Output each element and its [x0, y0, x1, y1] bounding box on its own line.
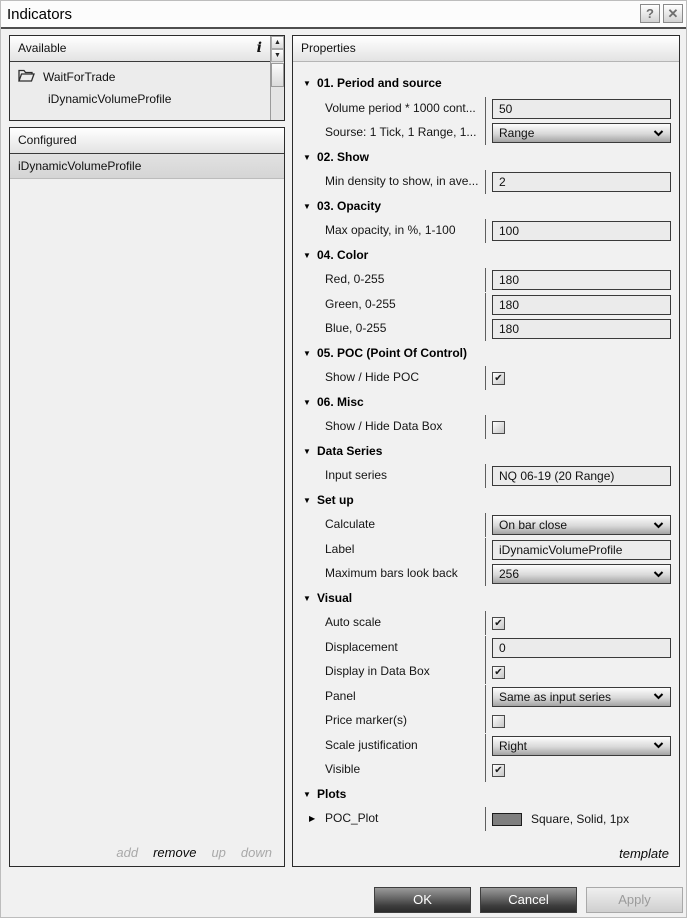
available-tree: [10, 62, 270, 120]
checkbox[interactable]: ✔: [492, 617, 505, 630]
property-group-header[interactable]: [293, 783, 679, 807]
property-row: [293, 538, 679, 562]
property-row: [293, 366, 679, 390]
available-panel: [9, 35, 285, 121]
property-group-header[interactable]: [293, 195, 679, 219]
property-row: [293, 807, 679, 831]
property-row: [293, 219, 679, 243]
available-scrollbar[interactable]: [270, 36, 284, 120]
configured-panel: [9, 127, 285, 867]
property-group-header[interactable]: [293, 146, 679, 170]
property-value-cell: [485, 219, 671, 243]
property-value-cell: [485, 97, 671, 121]
property-row: [293, 415, 679, 439]
apply-button[interactable]: Apply: [586, 887, 683, 913]
property-row: [293, 734, 679, 758]
configured-header: [10, 128, 284, 154]
property-group-header[interactable]: [293, 489, 679, 513]
configured-actions: [10, 840, 284, 864]
property-label: Price marker(s): [325, 713, 408, 727]
property-label: Calculate: [325, 517, 376, 531]
collapse-triangle-icon[interactable]: ▼: [303, 446, 311, 456]
property-group-header[interactable]: [293, 342, 679, 366]
template-link[interactable]: template: [619, 846, 669, 861]
text-input[interactable]: 180: [492, 270, 671, 290]
property-group-label: 01. Period and source: [317, 76, 442, 90]
property-label: Show / Hide POC: [325, 370, 420, 384]
property-row: [293, 268, 679, 292]
property-value-cell: [485, 464, 671, 488]
plot-color-swatch[interactable]: [492, 813, 522, 826]
close-button[interactable]: ✕: [663, 4, 683, 23]
property-value-cell: [485, 611, 671, 635]
properties-header: [293, 36, 679, 62]
property-value-cell: [485, 538, 671, 562]
available-header: [10, 36, 284, 62]
info-icon[interactable]: i: [256, 40, 262, 56]
property-label: Panel: [325, 688, 356, 703]
text-input[interactable]: 0: [492, 638, 671, 658]
property-value-cell: [485, 121, 671, 145]
collapse-triangle-icon[interactable]: ▼: [303, 789, 311, 799]
property-group-header[interactable]: [293, 391, 679, 415]
dropdown-value: On bar close: [499, 518, 568, 532]
text-input[interactable]: 50: [492, 99, 671, 119]
property-row: [293, 121, 679, 145]
property-row: [293, 562, 679, 586]
property-row: [293, 170, 679, 194]
property-value-cell: [485, 415, 671, 439]
chevron-down-icon: [653, 742, 664, 749]
ok-button[interactable]: OK: [374, 887, 471, 913]
properties-rows: [293, 62, 679, 866]
tree-folder-row[interactable]: [18, 69, 115, 85]
scroll-up-icon[interactable]: ▲: [271, 36, 284, 49]
property-label: Maximum bars look back: [325, 566, 458, 580]
collapse-triangle-icon[interactable]: ▼: [303, 348, 311, 358]
property-group-header[interactable]: [293, 440, 679, 464]
properties-panel: [292, 35, 680, 867]
property-label: Red, 0-255: [325, 272, 385, 286]
dropdown[interactable]: [492, 515, 671, 535]
property-label: Scale justification: [325, 737, 418, 752]
checkbox[interactable]: [492, 715, 505, 728]
collapse-triangle-icon[interactable]: ▼: [303, 201, 311, 211]
dropdown[interactable]: [492, 687, 671, 707]
folder-icon: [18, 69, 35, 85]
property-label: Show / Hide Data Box: [325, 419, 443, 433]
property-label: POC_Plot: [325, 811, 379, 825]
scroll-down-icon[interactable]: ▼: [271, 49, 284, 62]
property-group-label: 03. Opacity: [317, 198, 382, 213]
property-row: [293, 660, 679, 684]
property-group-label: 04. Color: [317, 247, 369, 262]
cancel-button[interactable]: Cancel: [480, 887, 577, 913]
scrollbar-thumb[interactable]: [271, 63, 284, 87]
collapse-triangle-icon[interactable]: ▼: [303, 250, 311, 260]
property-value-cell: [485, 317, 671, 341]
dropdown-value: Range: [499, 126, 535, 140]
dropdown[interactable]: [492, 564, 671, 584]
dropdown-value: Same as input series: [499, 689, 612, 704]
property-group-label: Data Series: [317, 443, 383, 458]
add-link[interactable]: add: [116, 844, 139, 860]
up-link[interactable]: up: [211, 844, 226, 860]
property-group-label: 02. Show: [317, 149, 370, 164]
property-value-cell: [485, 734, 671, 758]
property-row: [293, 293, 679, 317]
property-row: [293, 758, 679, 782]
dropdown-value: 256: [499, 567, 520, 581]
collapse-triangle-icon[interactable]: ▼: [303, 397, 311, 407]
dialog-title: Indicators: [7, 6, 73, 23]
configured-header-label: Configured: [18, 133, 77, 147]
property-row: [293, 611, 679, 635]
tree-folder-label: WaitForTrade: [43, 70, 116, 84]
property-value-cell: [485, 660, 671, 684]
property-value-cell: [485, 758, 671, 782]
chevron-down-icon: [653, 571, 664, 578]
property-label: Label: [325, 541, 355, 556]
text-input[interactable]: iDynamicVolumeProfile: [492, 540, 671, 560]
property-label: Display in Data Box: [325, 664, 430, 678]
text-input[interactable]: NQ 06-19 (20 Range): [492, 466, 671, 486]
property-value-cell: [485, 366, 671, 390]
property-value-cell: [485, 636, 671, 660]
help-button[interactable]: ?: [640, 4, 660, 23]
chevron-down-icon: [653, 130, 664, 137]
property-value-cell: [485, 709, 671, 733]
property-label: Sourse: 1 Tick, 1 Range, 1...: [325, 125, 477, 139]
property-value-cell: [485, 513, 671, 537]
property-label: Blue, 0-255: [325, 321, 387, 335]
property-group-label: 06. Misc: [317, 394, 364, 409]
property-value-cell: [485, 807, 671, 831]
text-input[interactable]: 180: [492, 295, 671, 315]
properties-header-label: Properties: [301, 41, 356, 55]
checkbox[interactable]: [492, 421, 505, 434]
property-label: Input series: [325, 468, 388, 482]
property-group-label: Plots: [317, 786, 347, 801]
window-buttons: [640, 4, 683, 23]
property-label: Auto scale: [325, 615, 382, 629]
property-group-label: 05. POC (Point Of Control): [317, 345, 467, 360]
property-label: Min density to show, in ave...: [325, 174, 479, 188]
property-label: Visible: [325, 762, 361, 776]
property-group-header[interactable]: [293, 587, 679, 611]
collapse-triangle-icon[interactable]: ▼: [303, 79, 311, 88]
checkbox[interactable]: ✔: [492, 372, 505, 385]
tree-item-label: iDynamicVolumeProfile: [48, 92, 172, 106]
property-label: Max opacity, in %, 1-100: [325, 223, 456, 237]
text-input[interactable]: 2: [492, 172, 671, 192]
property-value-cell: [485, 562, 671, 586]
tree-item-row[interactable]: [48, 92, 171, 106]
property-group-header[interactable]: [293, 72, 679, 96]
property-value-cell: [485, 268, 671, 292]
property-row: [293, 317, 679, 341]
property-row: [293, 636, 679, 660]
down-link[interactable]: down: [240, 844, 272, 860]
property-value-cell: [485, 170, 671, 194]
property-row: [293, 513, 679, 537]
property-label: Green, 0-255: [325, 296, 396, 311]
property-value-cell: [485, 685, 671, 709]
dropdown[interactable]: [492, 736, 671, 756]
dropdown-value: Right: [499, 738, 528, 753]
plot-style-label: Square, Solid, 1px: [531, 812, 630, 826]
checkbox[interactable]: ✔: [492, 764, 505, 777]
property-row: [293, 685, 679, 709]
property-row: [293, 464, 679, 488]
property-group-header[interactable]: [293, 244, 679, 268]
property-label: Displacement: [325, 639, 398, 654]
text-input[interactable]: 100: [492, 221, 671, 241]
collapse-triangle-icon[interactable]: ▼: [303, 152, 311, 162]
remove-link[interactable]: remove: [153, 844, 197, 860]
property-group-label: Visual: [317, 590, 353, 605]
dropdown[interactable]: [492, 123, 671, 143]
property-row: [293, 97, 679, 121]
title-bar: [1, 1, 686, 29]
chevron-down-icon: [653, 693, 664, 700]
configured-selected-item[interactable]: iDynamicVolumeProfile: [10, 154, 284, 179]
property-row: [293, 709, 679, 733]
property-group-label: Set up: [317, 492, 354, 507]
collapse-triangle-icon[interactable]: ▼: [303, 495, 311, 505]
collapse-triangle-icon[interactable]: ▼: [303, 593, 311, 603]
checkbox[interactable]: ✔: [492, 666, 505, 679]
available-header-label: Available: [18, 41, 67, 55]
chevron-down-icon: [653, 522, 664, 529]
text-input[interactable]: 180: [492, 319, 671, 339]
property-value-cell: [485, 293, 671, 317]
property-label: Volume period * 1000 cont...: [325, 100, 476, 115]
expand-triangle-icon[interactable]: ▶: [309, 814, 316, 823]
